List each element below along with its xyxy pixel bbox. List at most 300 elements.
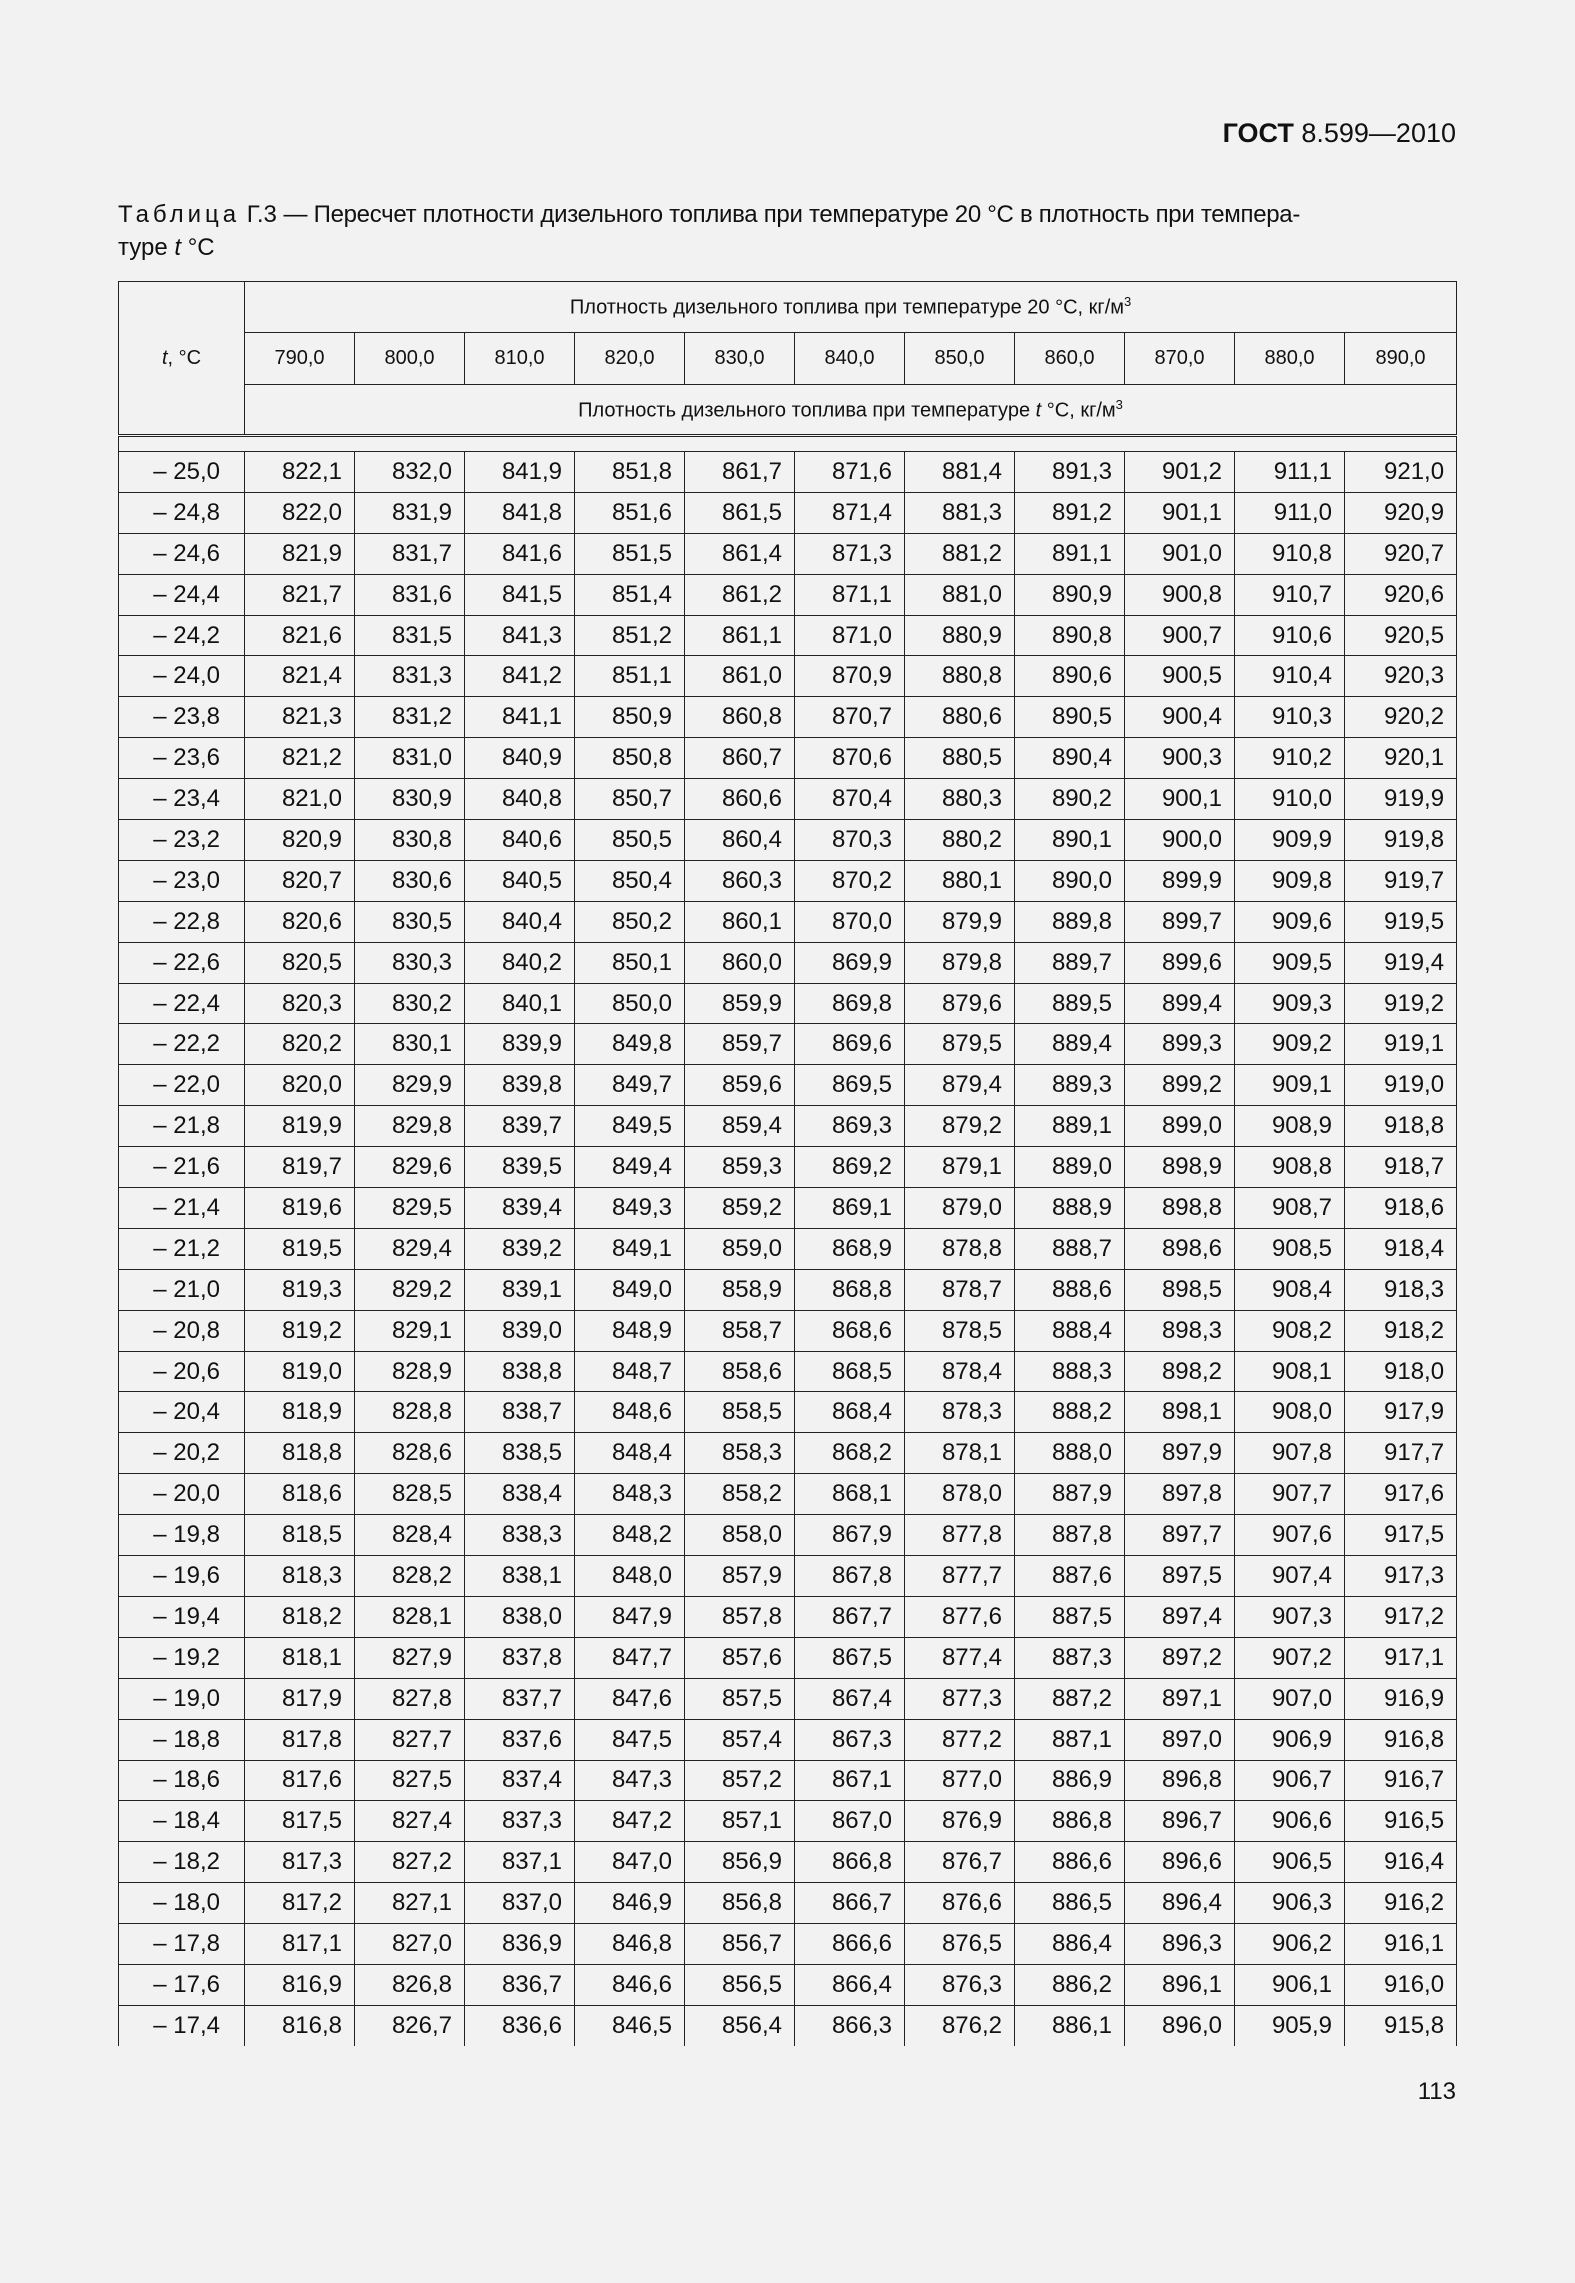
table-row [119,779,1457,820]
density-cell: 918,3 [1345,1269,1457,1310]
table-row [119,1228,1457,1269]
density-cell: 880,8 [905,656,1015,697]
density-cell: 868,6 [795,1310,905,1351]
density-cell: 870,4 [795,779,905,820]
density-cell: 860,4 [685,820,795,861]
density-cell: 889,4 [1015,1024,1125,1065]
density-cell: 847,6 [575,1678,685,1719]
density-cell: 905,9 [1235,2005,1345,2045]
density-cell: 917,3 [1345,1556,1457,1597]
table-row [119,738,1457,779]
density-cell: 859,3 [685,1147,795,1188]
temperature-cell: – 20,0 [119,1474,245,1515]
table-row [119,983,1457,1024]
density-cell: 838,1 [465,1556,575,1597]
density-cell: 859,7 [685,1024,795,1065]
density-cell: 869,3 [795,1106,905,1147]
density-cell: 920,7 [1345,533,1457,574]
density-cell: 839,7 [465,1106,575,1147]
density-cell: 916,8 [1345,1719,1457,1760]
density-cell: 857,4 [685,1719,795,1760]
density-t-header-post: °С, кг/м [1046,399,1116,422]
density-cell: 888,2 [1015,1392,1125,1433]
density-cell: 868,9 [795,1228,905,1269]
density-cell: 817,2 [245,1883,355,1924]
density-cell: 891,3 [1015,452,1125,493]
density-cell: 898,3 [1125,1310,1235,1351]
density-cell: 909,8 [1235,860,1345,901]
temperature-cell: – 24,6 [119,533,245,574]
density-cell: 840,1 [465,983,575,1024]
density-cell: 896,1 [1125,1964,1235,2005]
table-row [119,574,1457,615]
density-cell: 861,5 [685,492,795,533]
density-cell: 900,0 [1125,820,1235,861]
density-cell: 818,8 [245,1433,355,1474]
temperature-cell: – 19,0 [119,1678,245,1719]
density-cell: 888,7 [1015,1228,1125,1269]
standard-designation [1223,120,1456,147]
table-row [119,1269,1457,1310]
temperature-cell: – 24,0 [119,656,245,697]
table-body [119,436,1457,2046]
t-var: t [161,346,168,369]
density-cell: 851,8 [575,452,685,493]
density-cell: 818,3 [245,1556,355,1597]
density-cell: 820,3 [245,983,355,1024]
table-row [119,1188,1457,1229]
density-cell: 828,9 [355,1351,465,1392]
density-cell: 860,7 [685,738,795,779]
density-cell: 828,5 [355,1474,465,1515]
temperature-cell: – 21,2 [119,1228,245,1269]
density-cell: 909,1 [1235,1065,1345,1106]
density-cell: 848,0 [575,1556,685,1597]
density-cell: 819,7 [245,1147,355,1188]
density-cell: 899,3 [1125,1024,1235,1065]
caption-line2 [118,231,1456,264]
density-cell: 896,0 [1125,2005,1235,2045]
density-cell: 836,9 [465,1924,575,1965]
density-cell: 839,5 [465,1147,575,1188]
temperature-cell: – 23,2 [119,820,245,861]
density-cell: 840,6 [465,820,575,861]
density-cell: 817,1 [245,1924,355,1965]
density-cell: 897,4 [1125,1596,1235,1637]
density-cell: 859,6 [685,1065,795,1106]
density-cell: 819,5 [245,1228,355,1269]
density-cell: 831,0 [355,738,465,779]
density-cell: 918,7 [1345,1147,1457,1188]
density-t-header-sup: 3 [1115,396,1123,412]
density-cell: 830,9 [355,779,465,820]
density-cell: 849,3 [575,1188,685,1229]
temperature-cell: – 23,8 [119,697,245,738]
density-column-header: 890,0 [1345,333,1457,385]
density-cell: 856,4 [685,2005,795,2045]
temperature-column-header [119,282,245,436]
temperature-cell: – 21,8 [119,1106,245,1147]
density-cell: 878,0 [905,1474,1015,1515]
density-cell: 900,3 [1125,738,1235,779]
density-cell: 899,2 [1125,1065,1235,1106]
density-cell: 829,4 [355,1228,465,1269]
density-cell: 839,2 [465,1228,575,1269]
density-cell: 890,1 [1015,820,1125,861]
density-cell: 880,3 [905,779,1015,820]
density-cell: 846,9 [575,1883,685,1924]
density-cell: 838,5 [465,1433,575,1474]
density-cell: 880,1 [905,860,1015,901]
density-cell: 859,2 [685,1188,795,1229]
density-cell: 870,2 [795,860,905,901]
density-cell: 879,9 [905,901,1015,942]
density-cell: 869,8 [795,983,905,1024]
density-cell: 908,2 [1235,1310,1345,1351]
density-cell: 849,8 [575,1024,685,1065]
density-cell: 868,4 [795,1392,905,1433]
density-cell: 840,2 [465,942,575,983]
temperature-cell: – 19,2 [119,1637,245,1678]
density-cell: 816,9 [245,1964,355,2005]
density-cell: 826,7 [355,2005,465,2045]
header-separator [119,436,1457,452]
density-column-header: 790,0 [245,333,355,385]
density-cell: 908,5 [1235,1228,1345,1269]
density-cell: 916,0 [1345,1964,1457,2005]
density-cell: 841,6 [465,533,575,574]
density-cell: 850,2 [575,901,685,942]
table-row [119,1637,1457,1678]
density-cell: 906,5 [1235,1842,1345,1883]
density-cell: 827,9 [355,1637,465,1678]
density-conversion-table [118,281,1457,2046]
density-cell: 821,9 [245,533,355,574]
density-cell: 889,5 [1015,983,1125,1024]
density-cell: 886,1 [1015,2005,1125,2045]
temperature-cell: – 22,8 [119,901,245,942]
density-cell: 876,2 [905,2005,1015,2045]
density-cell: 848,3 [575,1474,685,1515]
density-cell: 856,5 [685,1964,795,2005]
table-row [119,1760,1457,1801]
density-cell: 841,8 [465,492,575,533]
density-cell: 817,9 [245,1678,355,1719]
density-cell: 837,3 [465,1801,575,1842]
density-cell: 870,7 [795,697,905,738]
density-cell: 911,0 [1235,492,1345,533]
table-row [119,1065,1457,1106]
density-cell: 840,5 [465,860,575,901]
density-cell: 837,1 [465,1842,575,1883]
density-cell: 909,6 [1235,901,1345,942]
density-cell: 817,6 [245,1760,355,1801]
density-cell: 851,5 [575,533,685,574]
density-cell: 867,3 [795,1719,905,1760]
density-cell: 836,7 [465,1964,575,2005]
density-cell: 907,4 [1235,1556,1345,1597]
density-cell: 898,1 [1125,1392,1235,1433]
density-cell: 876,6 [905,1883,1015,1924]
density-cell: 898,8 [1125,1188,1235,1229]
density-cell: 920,2 [1345,697,1457,738]
table-row [119,1964,1457,2005]
density-cell: 918,2 [1345,1310,1457,1351]
density-cell: 819,2 [245,1310,355,1351]
density-cell: 897,5 [1125,1556,1235,1597]
density-cell: 837,7 [465,1678,575,1719]
density-cell: 877,7 [905,1556,1015,1597]
temperature-cell: – 25,0 [119,452,245,493]
density-cell: 850,7 [575,779,685,820]
density-cell: 879,6 [905,983,1015,1024]
table-row [119,860,1457,901]
density-cell: 911,1 [1235,452,1345,493]
density-cell: 819,9 [245,1106,355,1147]
density-cell: 849,4 [575,1147,685,1188]
density-cell: 861,2 [685,574,795,615]
density-cell: 848,2 [575,1515,685,1556]
density-cell: 830,2 [355,983,465,1024]
density-cell: 886,4 [1015,1924,1125,1965]
density-cell: 870,6 [795,738,905,779]
density-cell: 858,0 [685,1515,795,1556]
density-cell: 867,4 [795,1678,905,1719]
density-cell: 831,2 [355,697,465,738]
density-cell: 866,3 [795,2005,905,2045]
density-t-header-pre: Плотность дизельного топлива при температуре [578,399,1031,422]
density-cell: 910,7 [1235,574,1345,615]
density-cell: 917,7 [1345,1433,1457,1474]
temperature-cell: – 24,4 [119,574,245,615]
density-cell: 846,6 [575,1964,685,2005]
density-cell: 906,2 [1235,1924,1345,1965]
density-cell: 919,4 [1345,942,1457,983]
density-cell: 838,0 [465,1596,575,1637]
temperature-cell: – 20,2 [119,1433,245,1474]
density-cell: 857,9 [685,1556,795,1597]
density-cell: 840,9 [465,738,575,779]
density-cell: 860,0 [685,942,795,983]
table-row [119,901,1457,942]
density-cell: 900,1 [1125,779,1235,820]
density-cell: 868,2 [795,1433,905,1474]
density-cell: 828,4 [355,1515,465,1556]
density-cell: 900,8 [1125,574,1235,615]
density-cell: 858,6 [685,1351,795,1392]
density-cell: 909,9 [1235,820,1345,861]
density-cell: 851,4 [575,574,685,615]
density-cell: 919,5 [1345,901,1457,942]
density-cell: 846,8 [575,1924,685,1965]
density-cell: 837,0 [465,1883,575,1924]
density-cell: 879,5 [905,1024,1015,1065]
density-cell: 917,2 [1345,1596,1457,1637]
density-cell: 821,3 [245,697,355,738]
t-unit: , °С [167,346,202,369]
density-cell: 848,7 [575,1351,685,1392]
density-cell: 867,0 [795,1801,905,1842]
density-cell: 839,0 [465,1310,575,1351]
density-columns-row [119,333,1457,385]
density-cell: 850,4 [575,860,685,901]
density-cell: 841,3 [465,615,575,656]
density-cell: 897,2 [1125,1637,1235,1678]
density-cell: 837,6 [465,1719,575,1760]
table-row [119,1515,1457,1556]
density-cell: 906,3 [1235,1883,1345,1924]
density-cell: 866,6 [795,1924,905,1965]
density-cell: 871,1 [795,574,905,615]
density-cell: 899,0 [1125,1106,1235,1147]
density-cell: 879,2 [905,1106,1015,1147]
density-cell: 847,0 [575,1842,685,1883]
density-cell: 896,6 [1125,1842,1235,1883]
density-cell: 828,6 [355,1433,465,1474]
density-cell: 910,8 [1235,533,1345,574]
table-row [119,615,1457,656]
density-cell: 890,0 [1015,860,1125,901]
density-cell: 858,9 [685,1269,795,1310]
table-row [119,2005,1457,2045]
density-cell: 868,5 [795,1351,905,1392]
caption-var-t: t [174,234,182,261]
density-cell: 910,4 [1235,656,1345,697]
density-cell: 869,6 [795,1024,905,1065]
table-row [119,1147,1457,1188]
density-cell: 921,0 [1345,452,1457,493]
density-cell: 920,5 [1345,615,1457,656]
density-cell: 888,3 [1015,1351,1125,1392]
density-cell: 866,4 [795,1964,905,2005]
density-cell: 857,5 [685,1678,795,1719]
density-cell: 820,5 [245,942,355,983]
density-cell: 827,2 [355,1842,465,1883]
density-cell: 908,7 [1235,1188,1345,1229]
density-cell: 890,8 [1015,615,1125,656]
density-cell: 869,2 [795,1147,905,1188]
density-cell: 899,7 [1125,901,1235,942]
density-cell: 917,6 [1345,1474,1457,1515]
density-cell: 840,4 [465,901,575,942]
table-row [119,1433,1457,1474]
density-cell: 920,6 [1345,574,1457,615]
density-cell: 876,7 [905,1842,1015,1883]
temperature-cell: – 18,6 [119,1760,245,1801]
table-row [119,1392,1457,1433]
density-cell: 850,0 [575,983,685,1024]
density-cell: 871,6 [795,452,905,493]
temperature-cell: – 23,4 [119,779,245,820]
density-cell: 858,7 [685,1310,795,1351]
density-cell: 891,1 [1015,533,1125,574]
table-row [119,942,1457,983]
density-cell: 878,7 [905,1269,1015,1310]
temperature-cell: – 24,2 [119,615,245,656]
temperature-cell: – 23,0 [119,860,245,901]
density-cell: 859,4 [685,1106,795,1147]
density-cell: 916,4 [1345,1842,1457,1883]
density-cell: 881,4 [905,452,1015,493]
density-cell: 879,1 [905,1147,1015,1188]
density-cell: 832,0 [355,452,465,493]
density-cell: 907,0 [1235,1678,1345,1719]
density-cell: 890,6 [1015,656,1125,697]
density-cell: 918,6 [1345,1188,1457,1229]
density-cell: 837,8 [465,1637,575,1678]
density-cell: 818,5 [245,1515,355,1556]
density-cell: 878,3 [905,1392,1015,1433]
density-cell: 817,5 [245,1801,355,1842]
table-row [119,1106,1457,1147]
density-cell: 848,4 [575,1433,685,1474]
table-row [119,1596,1457,1637]
density-cell: 858,3 [685,1433,795,1474]
density-cell: 881,3 [905,492,1015,533]
density-cell: 919,0 [1345,1065,1457,1106]
density-cell: 817,3 [245,1842,355,1883]
table-row [119,1351,1457,1392]
density-cell: 849,5 [575,1106,685,1147]
table-row [119,533,1457,574]
table-row [119,656,1457,697]
density-cell: 888,4 [1015,1310,1125,1351]
density-cell: 910,6 [1235,615,1345,656]
density-cell: 860,6 [685,779,795,820]
density-cell: 857,8 [685,1596,795,1637]
table-row [119,1801,1457,1842]
temperature-cell: – 24,8 [119,492,245,533]
density-column-header: 840,0 [795,333,905,385]
density-cell: 826,8 [355,1964,465,2005]
density-cell: 868,8 [795,1269,905,1310]
density-cell: 897,1 [1125,1678,1235,1719]
density-cell: 877,6 [905,1596,1015,1637]
density-cell: 860,8 [685,697,795,738]
density-cell: 880,5 [905,738,1015,779]
table-row [119,1024,1457,1065]
density-cell: 828,1 [355,1596,465,1637]
density-cell: 820,6 [245,901,355,942]
density-cell: 918,8 [1345,1106,1457,1147]
density-cell: 821,2 [245,738,355,779]
density-cell: 841,1 [465,697,575,738]
table-row [119,820,1457,861]
density-cell: 919,2 [1345,983,1457,1024]
density-cell: 909,2 [1235,1024,1345,1065]
density-cell: 916,7 [1345,1760,1457,1801]
density-cell: 916,5 [1345,1801,1457,1842]
density-cell: 847,5 [575,1719,685,1760]
density-cell: 906,7 [1235,1760,1345,1801]
density-cell: 899,4 [1125,983,1235,1024]
density-cell: 837,4 [465,1760,575,1801]
table-row [119,1924,1457,1965]
density-cell: 818,9 [245,1392,355,1433]
density-cell: 886,8 [1015,1801,1125,1842]
density-cell: 829,9 [355,1065,465,1106]
density-cell: 860,1 [685,901,795,942]
density-cell: 907,2 [1235,1637,1345,1678]
density-cell: 889,8 [1015,901,1125,942]
density-cell: 908,8 [1235,1147,1345,1188]
density-cell: 877,8 [905,1515,1015,1556]
density-cell: 867,5 [795,1637,905,1678]
density-cell: 821,0 [245,779,355,820]
density-cell: 820,2 [245,1024,355,1065]
density-column-header: 870,0 [1125,333,1235,385]
density-cell: 820,0 [245,1065,355,1106]
